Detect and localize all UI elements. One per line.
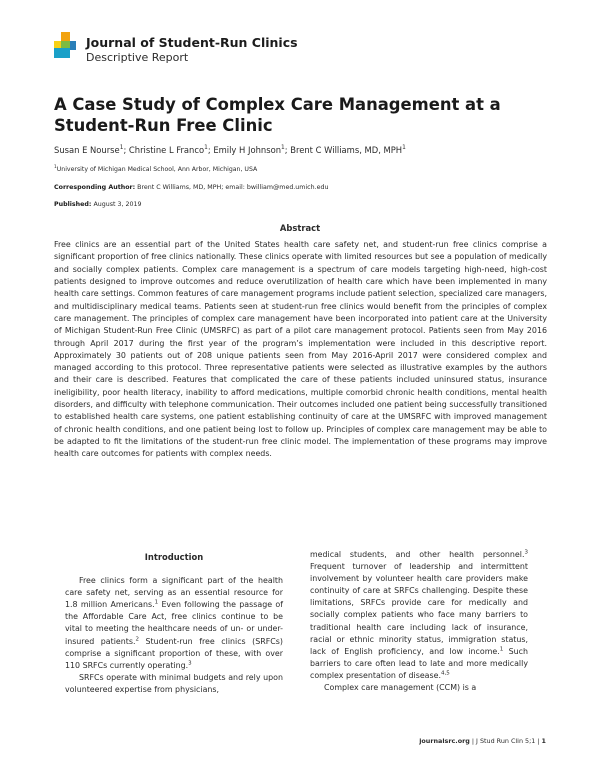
- introduction-heading: Introduction: [144, 552, 204, 562]
- intro-paragraph-1: Free clinics form a significant part of the health care safety net, serving as an essential resource for 1.8 million Americans.$^1$ Even following the passage of the Affordable Care Act, free clinics continue to be vital to meeting the healthcare needs of un- or under-insured patients.$^2$ Student-run free clinics (SRFCs) comprise a significant proportion of these, with over 110 SRFCs currently operating.$^3$: [65, 576, 283, 670]
- journal-logo: [54, 32, 76, 62]
- author-name: Emily H Johnson: [213, 145, 281, 155]
- author-name: Christine L Franco: [128, 145, 205, 155]
- author-name: Susan E Nourse: [54, 145, 120, 155]
- intro-paragraph-2: SRFCs operate with minimal budgets and rely upon volunteered expertise from physicians,: [65, 672, 283, 694]
- page-footer: journalsrc.org | J Stud Run Clin 5;1 | 1: [419, 737, 546, 745]
- page-number: 1: [541, 737, 546, 745]
- corresponding-author: Corresponding Author: Brent C Williams, MD, MPH; email: bwilliam@med.umich.edu: [54, 184, 329, 191]
- logo-square-orange: [61, 32, 70, 41]
- journal-website: journalsrc.org: [419, 737, 470, 745]
- author-list: Susan E Nourse$^1$; Christine L Franco$^1$; Emily H Johnson$^1$; Brent C Williams, MD, MPH$^1$: [54, 145, 406, 155]
- report-type: Descriptive Report: [86, 51, 189, 64]
- left-column: [65, 551, 283, 696]
- abstract-body: Free clinics are an essential part of the United States health care safety net, and student-run free clinics comprise a significant proportion of free clinics nationally. These clinics operate with limited resources but see a population of medically and socially complex patients. Complex care management is a spectrum of care models targeting high-need, high-cost patients designed to improve outcomes and reduce overutilization of health care which have been implemented in many health care settings. Common features of care management programs include patient selection, specialized care managers, and multidisciplinary medical teams. Patients seen at student-run free clinics would benefit from the principles of complex care management. The principles of complex care management have been incorporated into patient care at the University of Michigan Student-Run Free Clinic (UMSRFC) as part of a pilot care management protocol. Patients seen from May 2016 through April 2017 during the first year of the program’s implementation were included in this descriptive report. Approximately 30 patients out of 208 unique patients seen from May 2016-April 2017 were considered complex and managed according to this protocol. Three representative patients were selected as illustrative examples by the authors and their care is described. Features that complicated the care of these patients included uninsured status, insurance ineligibility, poor health literacy, inability to afford medications, multiple comorbid chronic health conditions, mental health disorders, and difficulty with telephone communication. Their outcomes included one patient being successfully transitioned to established health care systems, one patient establishing continuity of care at the UMSRFC with improved management of chronic health conditions, and one patient being lost to follow up. Principles of complex care management may be able to be adapted to fit the limitations of the student-run free clinic model. The implementation of these programs may improve health care outcomes for patients with complex needs.: [54, 240, 547, 459]
- affiliation: $^1$University of Michigan Medical School, Ann Arbor, Michigan, USA: [54, 164, 258, 173]
- right-column: [310, 549, 528, 694]
- intro-paragraph-3: Complex care management (CCM) is a: [324, 683, 477, 693]
- journal-name: Journal of Student-Run Clinics: [86, 35, 298, 50]
- abstract-heading: Abstract: [279, 223, 321, 233]
- article-title: A Case Study of Complex Care Management at a Student-Run Free Clinic: [54, 95, 501, 135]
- logo-square-blue: [54, 48, 70, 58]
- intro-paragraph-2-cont: medical students, and other health personnel.$^3$ Frequent turnover of leadership and intermittent involvement by volunteer health care providers make continuity of care at SRFCs challenging. Despite these limitations, SRFCs provide care for medically and socially complex patients who face many barriers to traditional health care including lack of insurance, racial or ethnic minority status, immigration status, lack of English proficiency, and low income.$^1$ Such barriers to care often lead to late and more medically complex presentation of disease.$^{4,5}$: [310, 549, 529, 680]
- logo-square-darkblue: [70, 41, 76, 50]
- author-name: Brent C Williams, MD, MPH: [290, 145, 403, 155]
- published-date: Published: August 3, 2019: [54, 201, 142, 208]
